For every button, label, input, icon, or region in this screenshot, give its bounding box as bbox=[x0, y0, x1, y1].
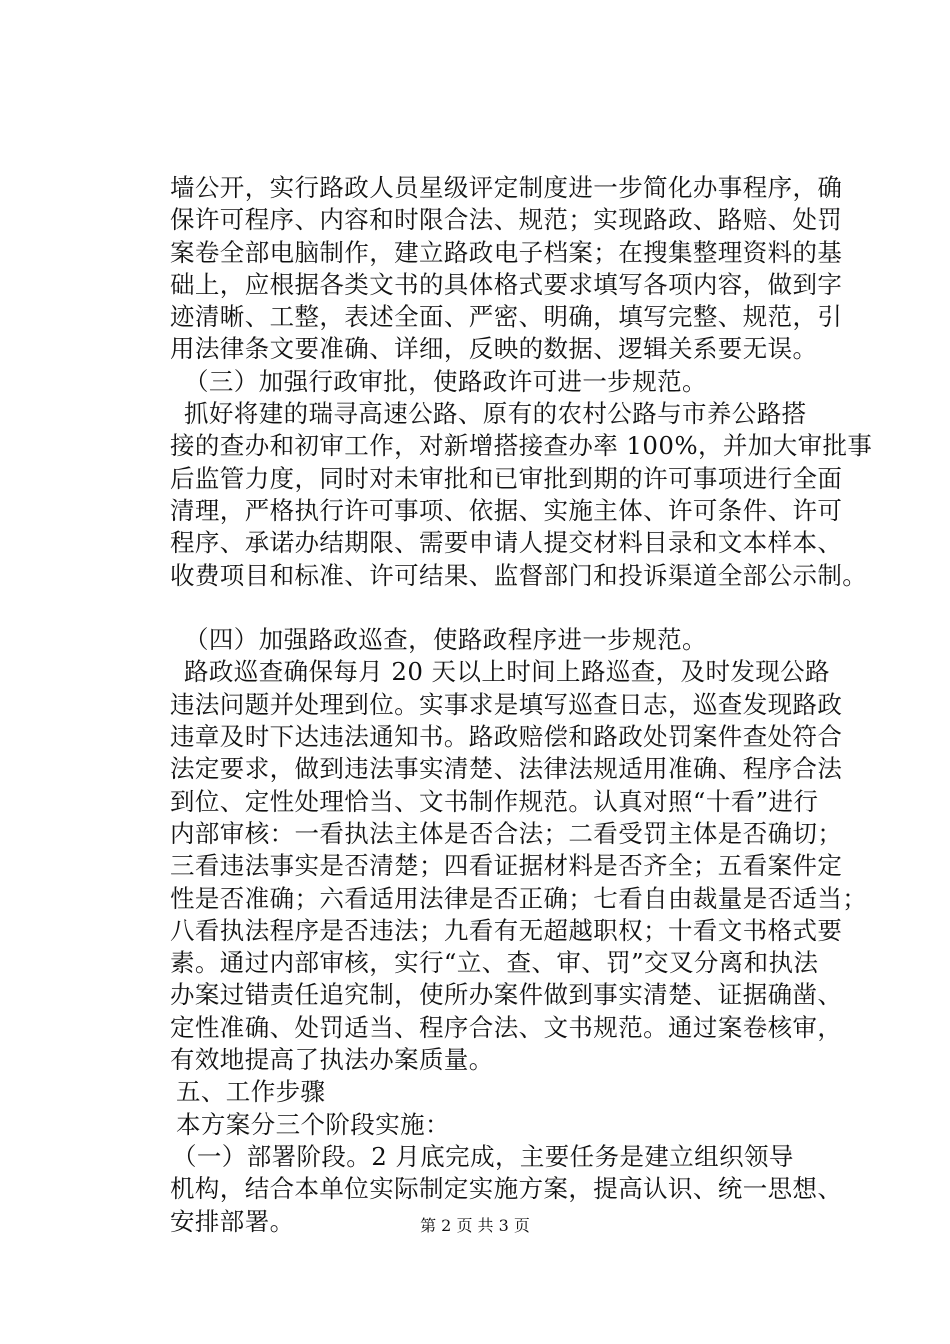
text-line: 案卷全部电脑制作，建立路政电子档案；在搜集整理资料的基 bbox=[170, 237, 843, 267]
text-line: 墙公开，实行路政人员星级评定制度进一步简化办事程序，确 bbox=[170, 173, 843, 202]
text-line: 后监管力度，同时对未审批和已审批到期的许可事项进行全面 bbox=[170, 463, 843, 493]
text-line: 到位、定性处理恰当、文书制作规范。认真对照“十看”进行 bbox=[170, 786, 819, 816]
text-line: 本方案分三个阶段实施： bbox=[176, 1109, 450, 1139]
text-line: 清理，严格执行许可事项、依据、实施主体、许可条件、许可 bbox=[170, 495, 843, 525]
text-line: 程序、承诺办结期限、需要申请人提交材料目录和文本样本、 bbox=[170, 528, 843, 558]
text-line: 违章及时下达违法通知书。路政赔偿和路政处罚案件查处符合 bbox=[170, 722, 843, 752]
text-line: 安排部署。 bbox=[170, 1206, 295, 1236]
document-body bbox=[170, 172, 873, 1238]
text-line: 路政巡查确保每月 20 天以上时间上路巡查，及时发现公路 bbox=[184, 657, 830, 687]
text-line: 办案过错责任追究制，使所办案件做到事实清楚、证据确凿、 bbox=[170, 980, 843, 1010]
text-line: 法定要求，做到违法事实清楚、法律法规适用准确、程序合法 bbox=[170, 754, 843, 784]
text-line: 八看执法程序是否违法；九看有无超越职权；十看文书格式要 bbox=[170, 915, 843, 945]
text-line: 保许可程序、内容和时限合法、规范；实现路政、路赔、处罚 bbox=[170, 205, 843, 235]
text-line: 三看违法事实是否清楚；四看证据材料是否齐全；五看案件定 bbox=[170, 851, 843, 881]
text-line: 迹清晰、工整，表述全面、严密、明确，填写完整、规范，引 bbox=[170, 302, 843, 332]
page-number-footer: 第 2 页 共 3 页 bbox=[420, 1216, 530, 1235]
blank-line bbox=[170, 592, 870, 624]
text-line: 础上，应根据各类文书的具体格式要求填写各项内容，做到字 bbox=[170, 269, 843, 299]
text-line: 性是否准确；六看适用法律是否正确；七看自由裁量是否适当； bbox=[170, 883, 868, 913]
text-line: 机构，结合本单位实际制定实施方案，提高认识、统一思想、 bbox=[170, 1174, 843, 1204]
text-line: 内部审核：一看执法主体是否合法；二看受罚主体是否确切； bbox=[170, 818, 843, 848]
text-line: 违法问题并处理到位。实事求是填写巡查日志，巡查发现路政 bbox=[170, 689, 843, 719]
text-line: 有效地提高了执法办案质量。 bbox=[170, 1045, 494, 1075]
section-heading-five: 五、工作步骤 bbox=[176, 1077, 326, 1107]
section-heading-three: （三）加强行政审批，使路政许可进一步规范。 bbox=[184, 366, 707, 396]
text-line: 素。通过内部审核，实行“立、查、审、罚”交叉分离和执法 bbox=[170, 948, 819, 978]
text-line: （一）部署阶段。2 月底完成，主要任务是建立组织领导 bbox=[172, 1141, 794, 1171]
text-line: 用法律条文要准确、详细，反映的数据、逻辑关系要无误。 bbox=[170, 334, 818, 364]
text-line: 收费项目和标准、许可结果、监督部门和投诉渠道全部公示制。 bbox=[170, 560, 868, 590]
text-line: 定性准确、处罚适当、程序合法、文书规范。通过案卷核审， bbox=[170, 1012, 843, 1042]
section-heading-four: （四）加强路政巡查，使路政程序进一步规范。 bbox=[184, 625, 707, 655]
text-line: 抓好将建的瑞寻高速公路、原有的农村公路与市养公路搭 bbox=[184, 399, 807, 429]
text-line: 接的查办和初审工作，对新增搭接查办率 100%，并加大审批事 bbox=[170, 431, 873, 461]
